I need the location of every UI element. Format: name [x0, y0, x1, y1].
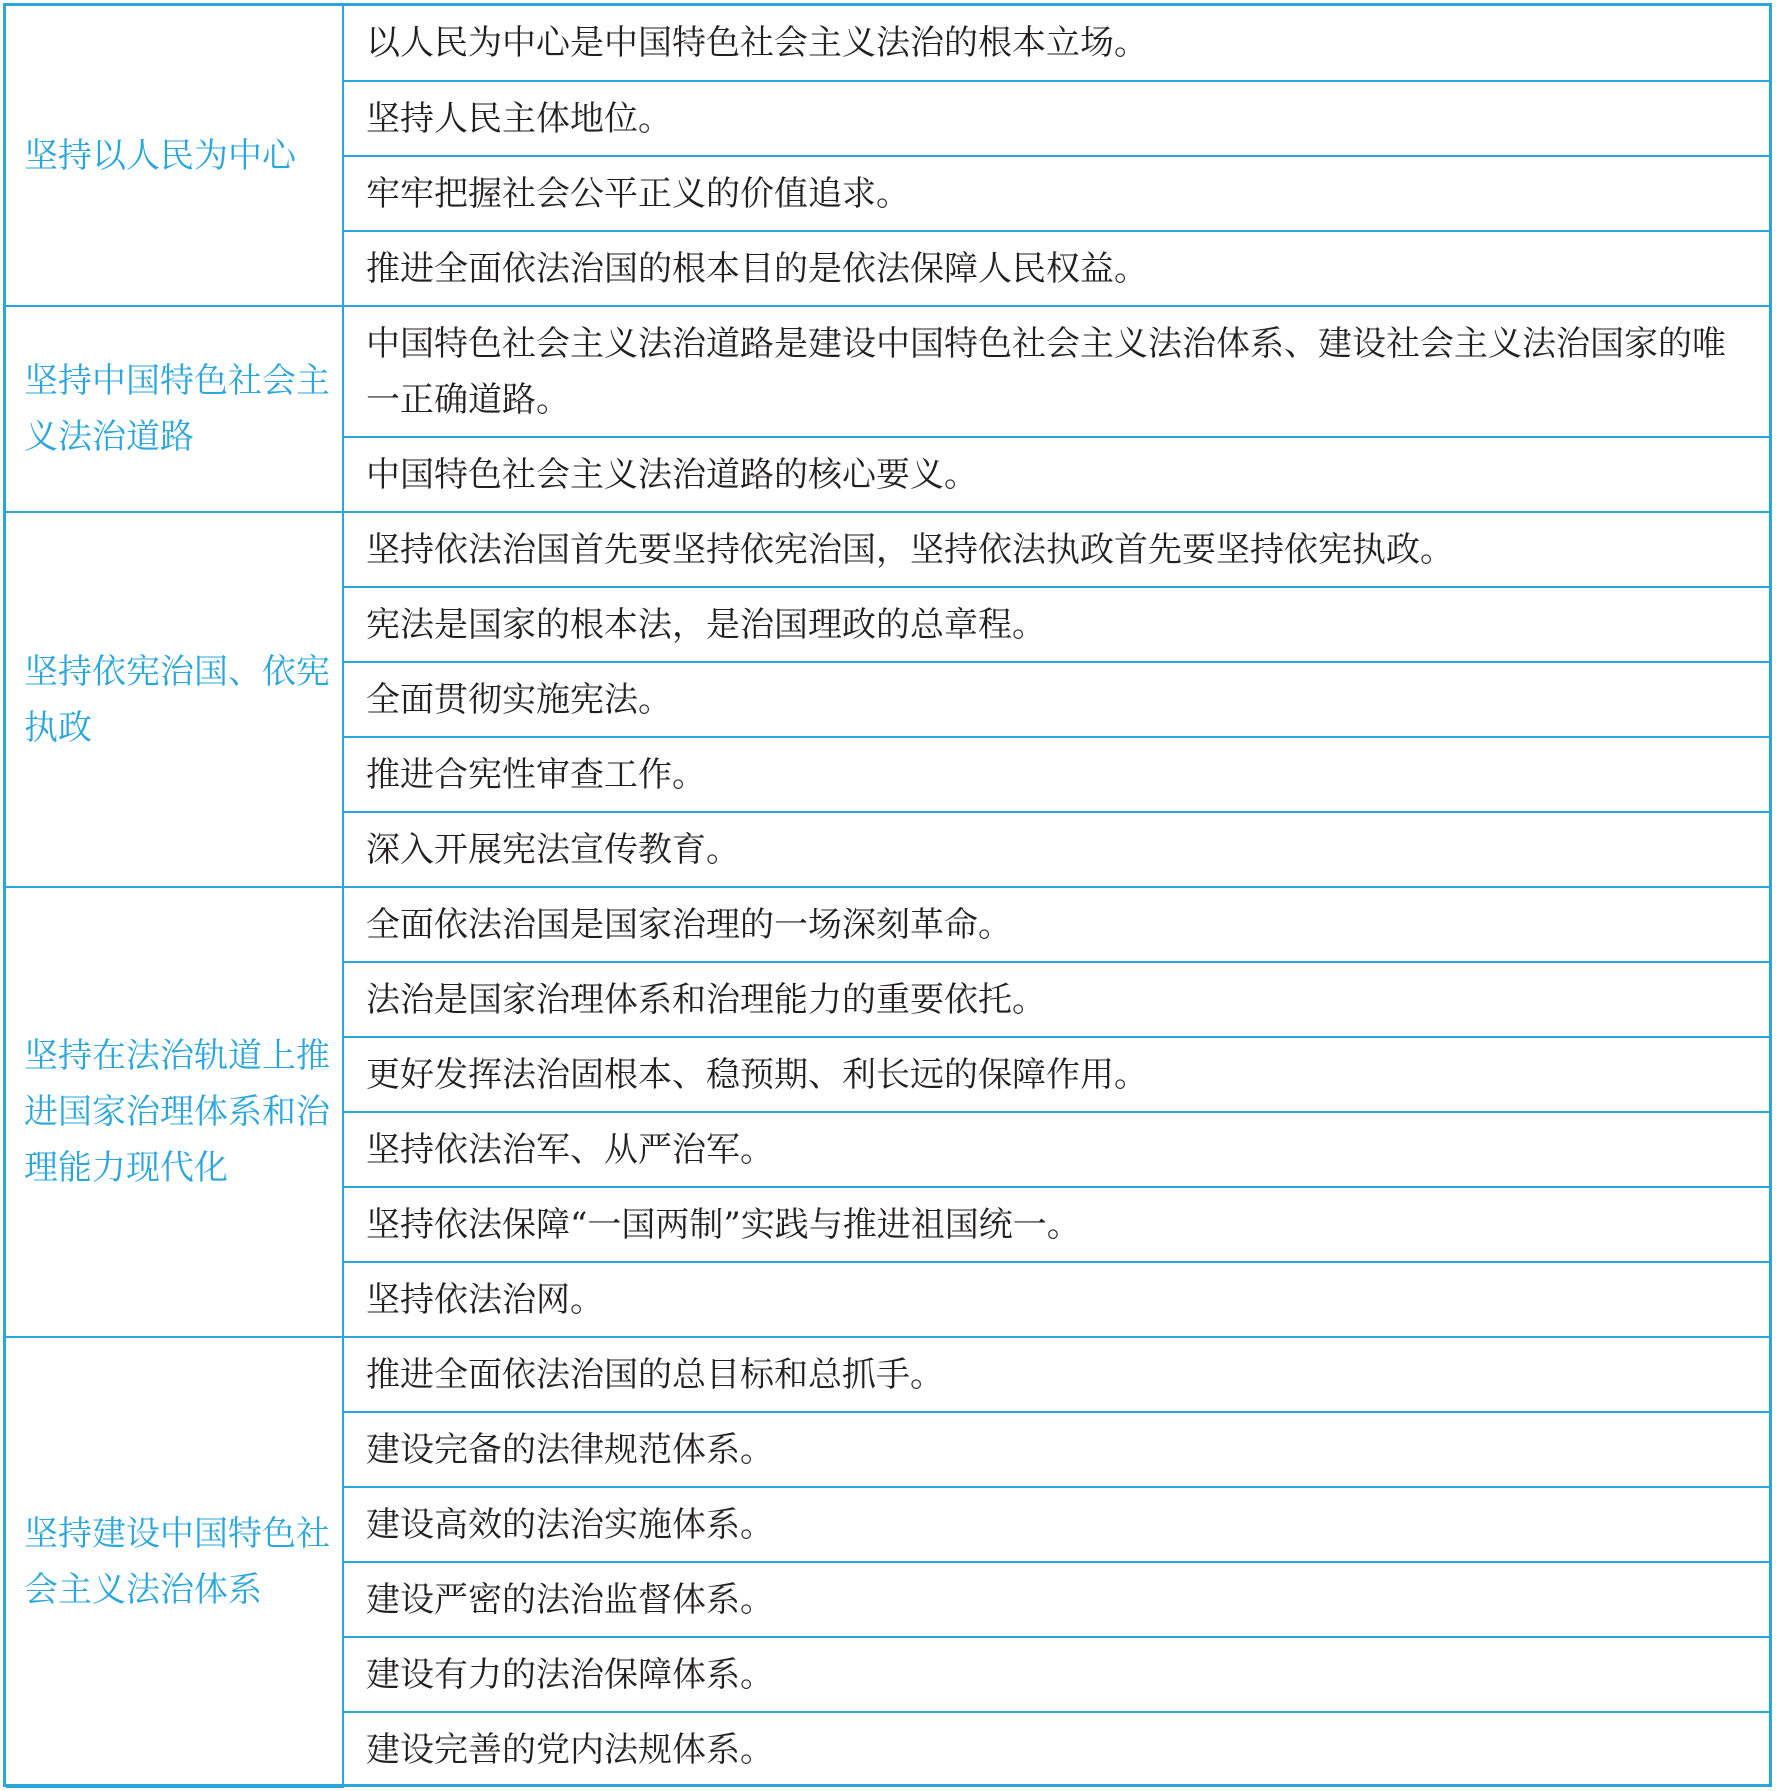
category-cell-governance-modernization — [6, 887, 343, 1337]
item-cell: 法治是国家治理体系和治理能力的重要依托。 — [343, 962, 1769, 1037]
category-label: 坚持在法治轨道上推进国家治理体系和治理能力现代化 — [24, 1036, 330, 1188]
item-cell: 建设完备的法律规范体系。 — [343, 1412, 1769, 1487]
item-cell: 坚持依法保障“一国两制”实践与推进祖国统一。 — [343, 1187, 1769, 1262]
item-cell: 全面依法治国是国家治理的一场深刻革命。 — [343, 887, 1769, 962]
item-cell: 推进全面依法治国的总目标和总抓手。 — [343, 1337, 1769, 1412]
category-cell-rule-of-law-path — [6, 306, 343, 512]
item-cell: 坚持依法治国首先要坚持依宪治国，坚持依法执政首先要坚持依宪执政。 — [343, 512, 1769, 587]
table-row — [6, 306, 1769, 437]
table-row — [6, 512, 1769, 587]
item-cell: 牢牢把握社会公平正义的价值追求。 — [343, 156, 1769, 231]
table-row — [6, 6, 1769, 81]
item-cell: 坚持依法治网。 — [343, 1262, 1769, 1337]
principles-table-frame — [3, 3, 1772, 1787]
item-cell: 建设完善的党内法规体系。 — [343, 1712, 1769, 1787]
table-row — [6, 887, 1769, 962]
item-cell: 中国特色社会主义法治道路是建设中国特色社会主义法治体系、建设社会主义法治国家的唯一正确道路。 — [343, 306, 1769, 437]
item-cell: 坚持依法治军、从严治军。 — [343, 1112, 1769, 1187]
table-row — [6, 1337, 1769, 1412]
item-cell: 建设高效的法治实施体系。 — [343, 1487, 1769, 1562]
item-cell: 坚持人民主体地位。 — [343, 81, 1769, 156]
item-cell: 以人民为中心是中国特色社会主义法治的根本立场。 — [343, 6, 1769, 81]
item-cell: 全面贯彻实施宪法。 — [343, 662, 1769, 737]
item-cell: 建设严密的法治监督体系。 — [343, 1562, 1769, 1637]
category-label: 坚持以人民为中心 — [24, 135, 296, 176]
category-cell-people-centered — [6, 6, 343, 306]
item-cell: 推进合宪性审查工作。 — [343, 737, 1769, 812]
category-cell-rule-of-law-system — [6, 1337, 343, 1787]
principles-table — [6, 6, 1769, 1788]
category-cell-constitution — [6, 512, 343, 887]
category-label: 坚持建设中国特色社会主义法治体系 — [24, 1514, 330, 1610]
item-cell: 更好发挥法治固根本、稳预期、利长远的保障作用。 — [343, 1037, 1769, 1112]
category-label: 坚持依宪治国、依宪执政 — [24, 651, 330, 748]
item-cell: 建设有力的法治保障体系。 — [343, 1637, 1769, 1712]
item-cell: 中国特色社会主义法治道路的核心要义。 — [343, 437, 1769, 512]
item-cell: 宪法是国家的根本法，是治国理政的总章程。 — [343, 587, 1769, 662]
item-cell: 推进全面依法治国的根本目的是依法保障人民权益。 — [343, 231, 1769, 306]
item-cell: 深入开展宪法宣传教育。 — [343, 812, 1769, 887]
category-label: 坚持中国特色社会主义法治道路 — [24, 361, 330, 457]
